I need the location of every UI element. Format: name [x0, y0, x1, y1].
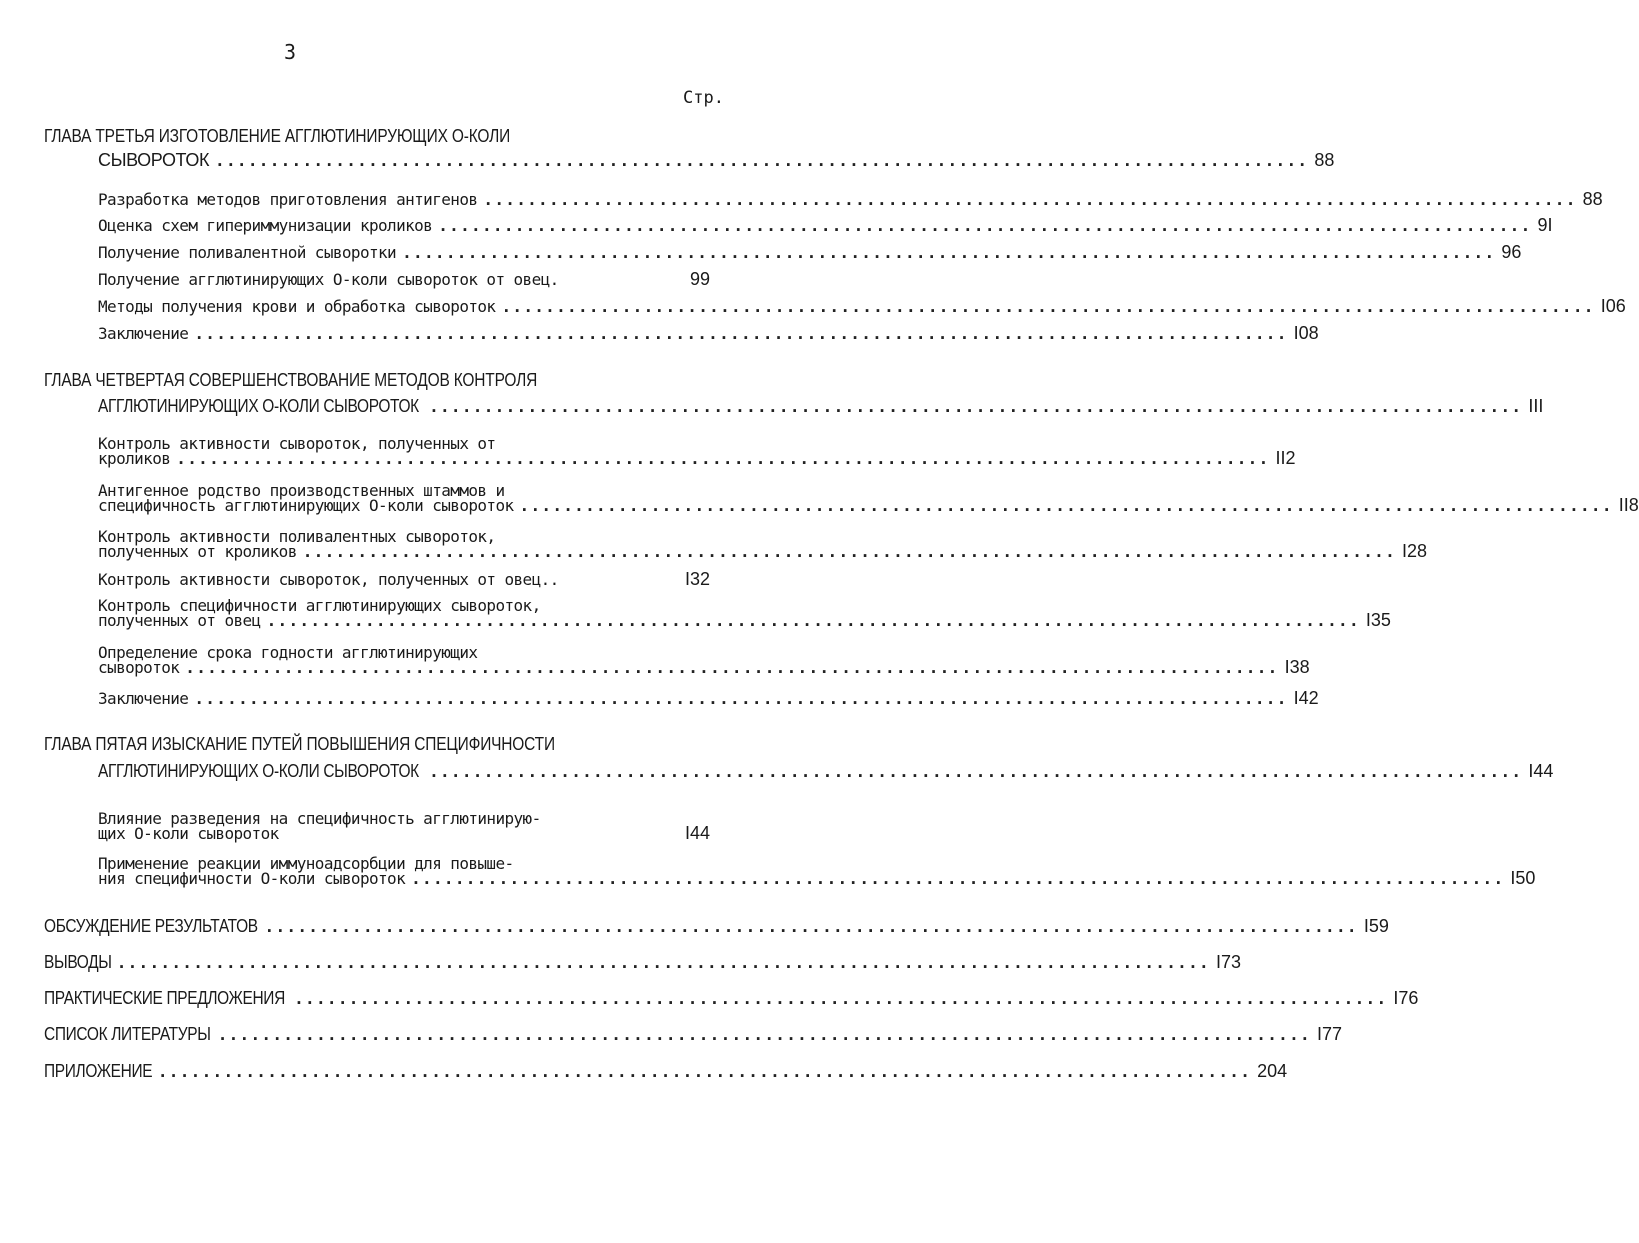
- toc-entry: Применение реакции иммуноадсорбции для повыше- ния специфичности О-коли сывороток .................................................................................................... I50: [98, 854, 1536, 888]
- leader-dots: ....................................................................................................: [215, 151, 1309, 170]
- chapter5-page: I44: [1528, 761, 1554, 781]
- toc-entry: Контроль активности поливалентных сывороток, полученных от кроликов .................................................................................................... I28: [98, 527, 1428, 561]
- chapter5-heading-cont: АГГЛЮТИНИРУЮЩИХ О-КОЛИ СЫВОРОТОК: [98, 761, 419, 781]
- toc-entry: Получение агглютинирующих О-коли сывороток от овец. 99: [98, 269, 710, 289]
- chapter5-heading: ГЛАВА ПЯТАЯ ИЗЫСКАНИЕ ПУТЕЙ ПОВЫШЕНИЯ СПЕЦИФИЧНОСТИ: [44, 734, 555, 754]
- toc-entry: Разработка методов приготовления антигенов .................................................................................................... 88: [98, 189, 1603, 209]
- chapter3-heading-cont: СЫВОРОТОК: [98, 150, 210, 170]
- toc-entry: Контроль активности сывороток, полученных от кроликов .................................................................................................... II2: [98, 434, 1296, 468]
- chapter4-page: III: [1528, 396, 1544, 416]
- toc-entry: Определение срока годности агглютинирующих сывороток .................................................................................................... I38: [98, 643, 1310, 677]
- chapter4-heading-line: АГГЛЮТИНИРУЮЩИХ О-КОЛИ СЫВОРОТОК .................................................................................................... III: [98, 396, 1544, 416]
- page-number: 3: [284, 40, 297, 64]
- toc-entry: Получение поливалентной сыворотки .................................................................................................... 96: [98, 242, 1522, 262]
- chapter4-heading: ГЛАВА ЧЕТВЕРТАЯ СОВЕРШЕНСТВОВАНИЕ МЕТОДОВ КОНТРОЛЯ: [44, 370, 538, 390]
- chapter5-heading-line: АГГЛЮТИНИРУЮЩИХ О-КОЛИ СЫВОРОТОК .................................................................................................... I44: [98, 761, 1554, 781]
- toc-entry: Антигенное родство производственных штаммов и специфичность агглютинирующих О-коли сывороток .................................................................................................... II8: [98, 481, 1639, 515]
- toc-entry: Методы получения крови и обработка сывороток .................................................................................................... I06: [98, 296, 1626, 316]
- toc-entry: Контроль специфичности агглютинирующих сывороток, полученных от овец .................................................................................................... I35: [98, 596, 1391, 630]
- toc-entry-conclusions: ВЫВОДЫ .................................................................................................... I73: [44, 952, 1241, 972]
- toc-entry: Оценка схем гипериммунизации кроликов .................................................................................................... 9I: [98, 215, 1553, 235]
- chapter3-heading-line: [98, 150, 1335, 171]
- toc-entry: Влияние разведения на специфичность агглютинирую- щих О-коли сывороток I44: [98, 809, 710, 843]
- toc-entry-literature: СПИСОК ЛИТЕРАТУРЫ .................................................................................................... I77: [44, 1024, 1342, 1044]
- chapter3-heading: ГЛАВА ТРЕТЬЯ ИЗГОТОВЛЕНИЕ АГГЛЮТИНИРУЮЩИХ О-КОЛИ: [44, 126, 511, 146]
- toc-entry-appendix: ПРИЛОЖЕНИЕ .................................................................................................... 204: [44, 1061, 1288, 1081]
- chapter4-heading-cont: АГГЛЮТИНИРУЮЩИХ О-КОЛИ СЫВОРОТОК: [98, 396, 419, 416]
- chapter3-page: 88: [1314, 150, 1335, 170]
- page-column-header: Стр.: [683, 88, 724, 108]
- toc-entry: Контроль активности сывороток, полученных от овец.. I32: [98, 569, 710, 589]
- toc-entry: Заключение .................................................................................................... I08: [98, 323, 1319, 343]
- toc-entry: Заключение .................................................................................................... I42: [98, 688, 1319, 708]
- toc-entry-discussion: ОБСУЖДЕНИЕ РЕЗУЛЬТАТОВ .................................................................................................... I59: [44, 916, 1389, 936]
- toc-entry-practical: ПРАКТИЧЕСКИЕ ПРЕДЛОЖЕНИЯ .................................................................................................... I76: [44, 988, 1419, 1008]
